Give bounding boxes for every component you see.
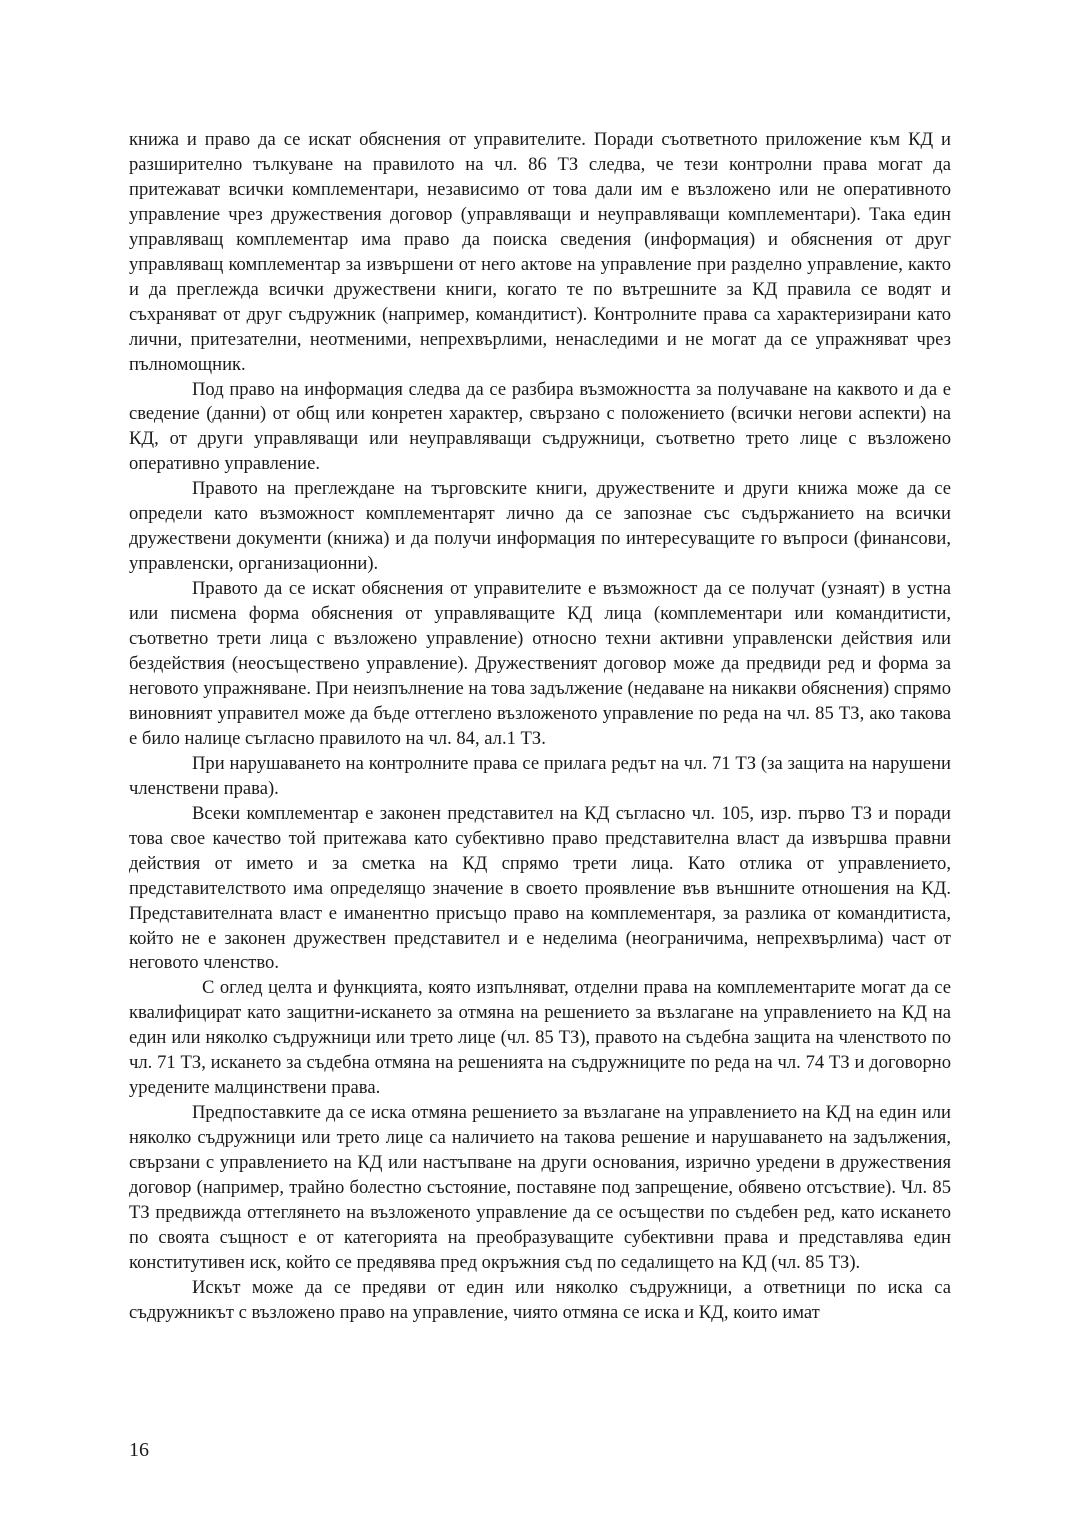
paragraph-control-rights: книжа и право да се искат обяснения от управителите. Поради съответното приложение към КД и разширително тълкуване на правилото на чл. 86 ТЗ следва, че тези контролни права могат да притежават всички комплементари, независимо от това дали им е възложено или не оперативното управление чрез дружествения договор (управляващи и неуправляващи комплементари). Така един управляващ комплементар има право да поиска сведения (информация) и обяснения от друг управляващ комплементар за извършени от него актове на управление при разделно управление, както и да преглежда всички дружествени книги, когато те по вътрешните за КД правила се водят и съхраняват от друг съдружник (например, командитист). Контролните права са характеризирани като лични, притезателни, неотменими, непрехвърлими, ненаследими и не могат да се упражняват чрез пълномощник. <box>129 129 951 375</box>
paragraph-protective-rights: С оглед целта и функцията, която изпълняват, отделни права на комплементарите могат да се квалифицират като защитни-искането за отмяна на решението за възлагане на управлението на КД на един или няколко съдружници или трето лице (чл. 85 ТЗ), правото на съдебна защита на членството по чл. 71 ТЗ, искането за съдебна отмяна на решенията на съдружниците по реда на чл. 74 ТЗ и договорно уредените малцинствени права. <box>129 977 951 1099</box>
paragraph-representation: Всеки комплементар е законен представител на КД съгласно чл. 105, изр. първо ТЗ и поради това свое качество той притежава като субективно право представителна власт да извършва правни действия от името и за сметка на КД спрямо трети лица. Като отлика от управлението, представителството има определящо значение в своето проявление във външните отношения на КД. Представителната власт е иманентно присъщо право на комплементаря, за разлика от командитиста, който не е законен дружествен представител и е неделима (неограничима, непрехвърлима) част от неговото членство. <box>129 802 951 974</box>
paragraph-right-to-explanations: Правото да се искат обяснения от управителите е възможност да се получат (узнаят) в устна или писмена форма обяснения от управляващите КД лица (комплементари или командитисти, съответно трети лица с възложено управление) относно техни активни управленски действия или бездействия (неосъществено управление). Дружественият договор може да предвиди ред и форма за неговото упражняване. При неизпълнение на това задължение (недаване на никакви обяснения) спрямо виновният управител може да бъде оттеглено възложеното управление по реда на чл. 85 ТЗ, ако такова е било налице съгласно правилото на чл. 84, ал.1 ТЗ. <box>129 578 951 749</box>
document-body <box>129 128 951 1326</box>
paragraph-claim-parties: Искът може да се предяви от един или няколко съдружници, а ответници по иска са съдружникът с възложено право на управление, чиято отмяна се иска и КД, които имат <box>129 1276 951 1323</box>
page-number: 16 <box>129 1439 149 1461</box>
paragraph-right-to-review-books: Правото на преглеждане на търговските книги, дружествените и други книжа може да се определи като възможност комплементарят лично да се запознае със съдържанието на всички дружествени документи (книжа) и да получи информация по интересуващите го въпроси (финансови, управленски, организационни). <box>129 478 951 575</box>
paragraph-revocation-prerequisites: Предпоставките да се иска отмяна решението за възлагане на управлението на КД на един или няколко съдружници или трето лице са наличието на такова решение и нарушаването на задължения, свързани с управлението на КД или настъпване на други основания, изрично уредени в дружествения договор (например, трайно болестно състояние, поставяне под запрещение, обявено отсъствие). Чл. 85 ТЗ предвижда оттеглянето на възложеното управление да се осъществи по съдебен ред, като искането по своята същност е от категорията на преобразуващите субективни права и представлява един конститутивен иск, който се предявява пред окръжния съд по седалището на КД (чл. 85 ТЗ). <box>129 1102 951 1273</box>
paragraph-right-to-information: Под право на информация следва да се разбира възможността за получаване на каквото и да е сведение (данни) от общ или конретен характер, свързано с положението (всички негови аспекти) на КД, от други управляващи или неуправляващи съдружници, съответно трето лице с възложено оперативно управление. <box>129 378 951 475</box>
paragraph-violation-of-control-rights: При нарушаването на контролните права се прилага редът на чл. 71 ТЗ (за защита на нарушени членствени права). <box>129 752 951 799</box>
